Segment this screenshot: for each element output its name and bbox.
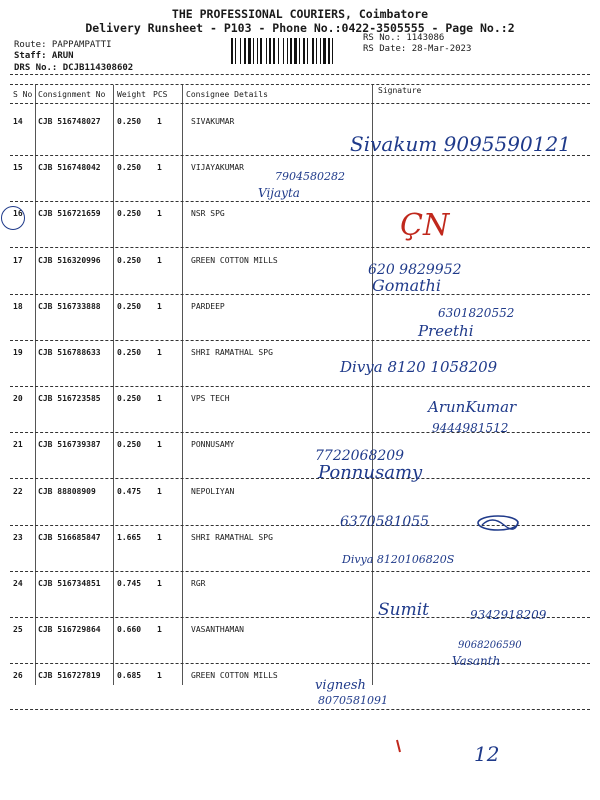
row-sno: 17 <box>13 256 23 265</box>
row-consignee: NEPOLIYAN <box>191 487 235 496</box>
row-weight: 1.665 <box>117 533 142 542</box>
barcode-image <box>230 38 354 64</box>
scribble-mark <box>474 513 522 537</box>
row-pcs: 1 <box>157 209 162 218</box>
row-pcs: 1 <box>157 625 162 634</box>
row-pcs: 1 <box>157 256 162 265</box>
row-consignment-no: CJB 516748042 <box>38 163 101 172</box>
column-rule <box>372 85 373 685</box>
runsheet-title: Delivery Runsheet - P103 - Phone No.:0422-3505555 - Page No.:2 <box>85 21 515 35</box>
row-sno: 14 <box>13 117 23 126</box>
row-pcs: 1 <box>157 579 162 588</box>
row-sno: 15 <box>13 163 23 172</box>
row-divider <box>10 386 590 387</box>
signature-14: Sivakum 9095590121 <box>350 132 571 156</box>
row-pcs: 1 <box>157 487 162 496</box>
col-header-consignment: Consignment No <box>38 90 106 99</box>
row-weight: 0.250 <box>117 348 142 357</box>
row-weight: 0.745 <box>117 579 142 588</box>
signature-25-phone: 9068206590 <box>458 640 522 651</box>
red-tick-mark <box>395 738 403 757</box>
row-consignment-no: CJB 516729864 <box>38 625 101 634</box>
col-header-signature: Signature <box>378 86 422 95</box>
divider <box>10 74 590 75</box>
row-weight: 0.660 <box>117 625 142 634</box>
signature-26-phone: 8070581091 <box>318 694 388 707</box>
row-consignment-no: CJB 516320996 <box>38 256 101 265</box>
column-rule <box>35 85 36 685</box>
route-label: Route: PAPPAMPATTI <box>14 40 112 50</box>
row-consignee: SHRI RAMATHAL SPG <box>191 348 273 357</box>
row-consignee: RGR <box>191 579 206 588</box>
row-divider <box>10 709 590 710</box>
signature-26-name: vignesh <box>315 678 366 693</box>
signature-25-name: Vasanth <box>452 654 501 668</box>
row-sno: 24 <box>13 579 23 588</box>
row-weight: 0.475 <box>117 487 142 496</box>
drs-number: DRS No.: DCJB114308602 <box>14 63 134 73</box>
signature-19: Divya 8120 1058209 <box>340 358 498 376</box>
row-divider <box>10 294 590 295</box>
signature-18-phone: 6301820552 <box>438 306 515 320</box>
row-pcs: 1 <box>157 117 162 126</box>
signature-15-phone: 7904580282 <box>275 170 345 183</box>
row-consignee: VPS TECH <box>191 394 230 403</box>
row-pcs: 1 <box>157 163 162 172</box>
col-header-sno: S No <box>13 90 33 99</box>
row-weight: 0.685 <box>117 671 142 680</box>
signature-16: ÇN <box>400 208 450 243</box>
company-title: THE PROFESSIONAL COURIERS, Coimbatore <box>171 7 429 21</box>
row-consignment-no: CJB 516734851 <box>38 579 101 588</box>
row-consignee: GREEN COTTON MILLS <box>191 256 278 265</box>
col-header-consignee: Consignee Details <box>186 90 268 99</box>
row-weight: 0.250 <box>117 256 142 265</box>
row-sno: 16 <box>13 209 23 218</box>
column-rule <box>182 85 183 685</box>
row-weight: 0.250 <box>117 117 142 126</box>
signature-21-name: Ponnusamy <box>318 462 423 483</box>
col-header-pcs: PCS <box>153 90 168 99</box>
rs-date: RS Date: 28-Mar-2023 <box>363 44 472 54</box>
row-consignee: VASANTHAMAN <box>191 625 244 634</box>
row-sno: 18 <box>13 302 23 311</box>
col-header-weight: Weight <box>117 90 146 99</box>
staff-label: Staff: ARUN <box>14 51 74 61</box>
row-consignment-no: CJB 516733888 <box>38 302 101 311</box>
row-sno: 26 <box>13 671 23 680</box>
signature-18-name: Preethi <box>418 322 474 340</box>
signature-20-name: ArunKumar <box>428 398 517 416</box>
row-pcs: 1 <box>157 302 162 311</box>
row-consignment-no: CJB 516723585 <box>38 394 101 403</box>
row-consignee: PONNUSAMY <box>191 440 235 449</box>
row-divider <box>10 571 590 572</box>
row-divider <box>10 201 590 202</box>
row-pcs: 1 <box>157 533 162 542</box>
signature-24-phone: 9342918209 <box>470 608 547 622</box>
row-divider <box>10 478 590 479</box>
row-pcs: 1 <box>157 348 162 357</box>
row-consignee: GREEN COTTON MILLS <box>191 671 278 680</box>
row-weight: 0.250 <box>117 163 142 172</box>
divider <box>10 84 590 85</box>
row-consignment-no: CJB 516727819 <box>38 671 101 680</box>
signature-20-phone: 9444981512 <box>432 421 509 435</box>
divider <box>10 103 590 104</box>
row-weight: 0.250 <box>117 440 142 449</box>
signature-17-phone: 620 9829952 <box>368 262 462 278</box>
row-consignee: PARDEEP <box>191 302 225 311</box>
row-consignment-no: CJB 88808909 <box>38 487 96 496</box>
rs-number: RS No.: 1143086 <box>363 33 445 43</box>
signature-15-name: Vijayta <box>258 186 300 200</box>
row-sno: 19 <box>13 348 23 357</box>
row-consignment-no: CJB 516748027 <box>38 117 101 126</box>
signature-24-name: Sumit <box>378 600 429 620</box>
row-pcs: 1 <box>157 440 162 449</box>
row-consignment-no: CJB 516685847 <box>38 533 101 542</box>
row-pcs: 1 <box>157 394 162 403</box>
row-consignee: NSR SPG <box>191 209 225 218</box>
row-sno: 21 <box>13 440 23 449</box>
row-consignee: SIVAKUMAR <box>191 117 235 126</box>
row-divider <box>10 247 590 248</box>
row-pcs: 1 <box>157 671 162 680</box>
signature-23: Divya 8120106820S <box>342 553 455 566</box>
signature-21-phone: 7722068209 <box>315 448 405 464</box>
row-consignee: SHRI RAMATHAL SPG <box>191 533 273 542</box>
row-divider <box>10 340 590 341</box>
row-consignee: VIJAYAKUMAR <box>191 163 244 172</box>
signature-bottom-mark: 12 <box>474 742 500 766</box>
row-weight: 0.250 <box>117 302 142 311</box>
row-sno: 25 <box>13 625 23 634</box>
row-consignment-no: CJB 516739387 <box>38 440 101 449</box>
row-weight: 0.250 <box>117 394 142 403</box>
hand-drawn-circle <box>1 206 25 230</box>
signature-17-name: Gomathi <box>372 276 441 295</box>
row-sno: 23 <box>13 533 23 542</box>
row-weight: 0.250 <box>117 209 142 218</box>
row-consignment-no: CJB 516721659 <box>38 209 101 218</box>
row-divider <box>10 663 590 664</box>
row-sno: 20 <box>13 394 23 403</box>
column-rule <box>113 85 114 685</box>
row-sno: 22 <box>13 487 23 496</box>
signature-22: 6370581055 <box>340 514 430 530</box>
row-consignment-no: CJB 516788633 <box>38 348 101 357</box>
